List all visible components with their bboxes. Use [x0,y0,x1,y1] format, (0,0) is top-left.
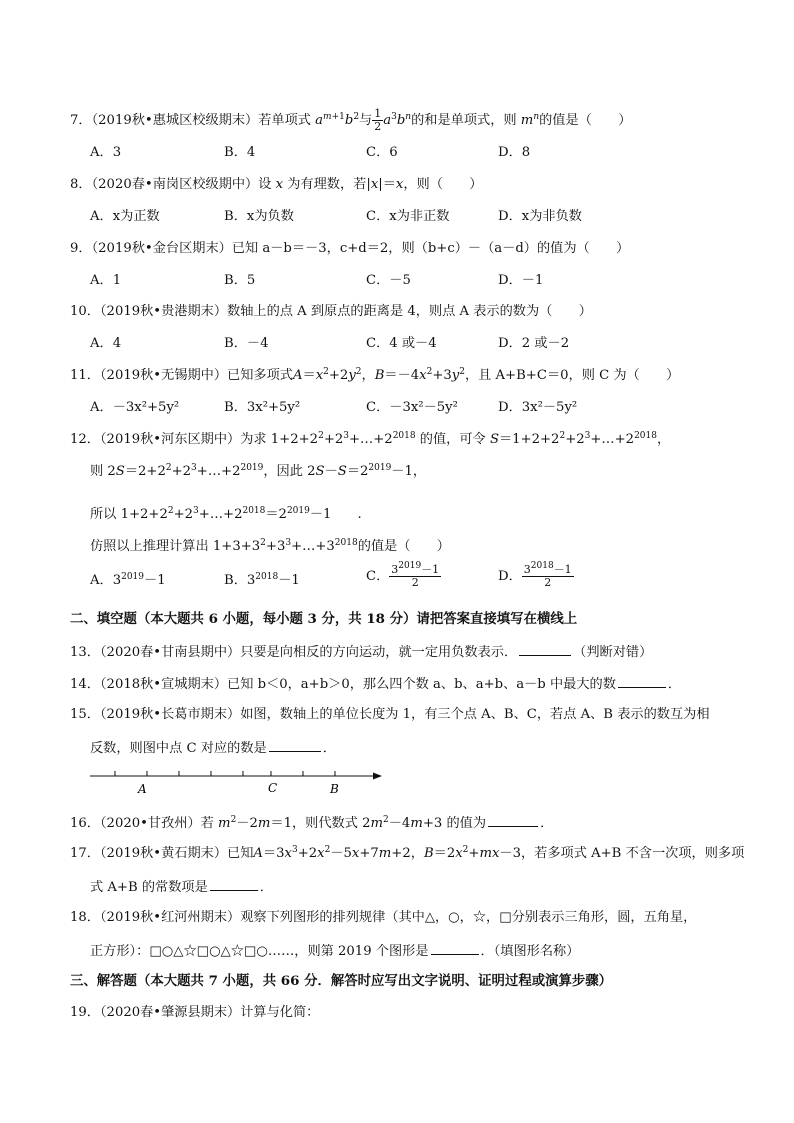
question-14: 14．（2018秋•宣城期末）已知 b＜0，a+b＞0，那么四个数 a、b、a+b、a－b 中最大的数 ． [70,674,681,694]
option-b: B．$3^{2018}-1$ [224,572,300,588]
question-9: 9．（2019秋•金台区期末）已知 a－b＝－3，c+d＝2，则（b+c）－（a－d）的值为（ ） [70,241,630,256]
option-b: B．4 [224,145,256,160]
option-a: A．－3x²+5y² [90,400,180,415]
point-label-b: B [330,782,339,796]
option-d: D． $\frac{3^{2018}-1}{2}$ [498,561,572,589]
question-17-line-1: 17．（2019秋•黄石期末）已知$A=3x^3+2x^2-5x+7m+2$，$B=2x^2+mx-3$，若多项式 A+B 不含一次项，则多项 [70,845,745,861]
question-7-options [90,144,740,162]
answer-blank[interactable] [519,642,571,656]
option-c: C．x为非正数 [366,209,450,224]
section-3-heading: 三、解答题（本大题共 7 小题，共 66 分．解答时应写出文字说明、证明过程或演算步骤） [70,973,613,989]
question-16: 16．（2020•甘孜州）若 $m^2-2m=1$，则代数式 $2m^2-4m+3$ 的值为 ． [70,815,554,831]
answer-blank[interactable] [210,877,258,891]
option-a: A．$3^{2019}-1$ [90,572,166,588]
answer-blank[interactable] [488,813,538,827]
question-19: 19．（2020春•肇源县期末）计算与化简： [70,1005,320,1020]
fraction: $\frac{1}{2}$ [374,107,382,133]
option-d: D．2 或－2 [498,336,570,351]
question-17-line-2: 式 A+B 的常数项是 ． [90,877,273,897]
option-c: C．－5 [366,273,411,288]
option-a: A．4 [90,336,122,351]
option-d: D．－1 [498,273,544,288]
option-b: B．5 [224,273,256,288]
option-c: C．4 或－4 [366,336,437,351]
option-c: C． $\frac{3^{2019}-1}{2}$ [366,561,440,589]
option-d: D．3x²－5y² [498,400,578,415]
option-a: A．x为正数 [90,209,160,224]
arrow-right-icon [373,773,382,780]
question-12-options [90,561,740,602]
option-b: B．x为负数 [224,209,294,224]
answer-blank[interactable] [618,674,666,688]
question-11-options [90,399,740,417]
question-15-line-1: 15．（2019秋•长葛市期末）如图，数轴上的单位长度为 1，有三个点 A、B、C，若点 A、B 表示的数互为相 [70,707,710,722]
option-b: B．3x²+5y² [224,400,301,415]
question-8: 8．（2020春•南岗区校级期中）设 x 为有理数，若|x|＝x，则（ ） [70,177,483,192]
option-a: A．1 [90,273,122,288]
question-15-line-2: 反数，则图中点 C 对应的数是 ． [90,738,336,758]
question-13: 13．（2020春•甘南县期中）只要是向相反的方向运动，就一定用负数表示． （判断对错） [70,642,652,662]
number-line-figure [86,764,386,798]
option-c: C．6 [366,145,398,160]
question-11: 11．（2019秋•无锡期中）已知多项式$A=x^2+2y^2$，$B=-4x^2+3y^2$，且 A+B+C＝0，则 C 为（ ） [70,367,680,383]
section-2-heading: 二、填空题（本大题共 6 小题，每小题 3 分，共 18 分）请把答案直接填写在横线上 [70,611,578,627]
question-8-options [90,208,740,226]
point-label-c: C [268,781,278,795]
question-10-options [90,335,740,353]
option-a: A．3 [90,145,122,160]
question-12-line-2: 则 $2S=2+2^2+2^3+\dots+2^{2019}$，因此 $2S-S=2^{2019}-1$， [90,463,427,479]
answer-blank[interactable] [431,941,479,955]
question-18-line-1: 18．（2019秋•红河州期末）观察下列图形的排列规律（其中△，○，☆，□分别表示三角形，圆，五角星， [70,910,697,925]
question-12-line-1: 12．（2019秋•河东区期中）为求 $1+2+2^2+2^3+\dots+2^{2018}$ 的值，可令 $S=1+2+2^2+2^3+\dots+2^{2018}$， [70,431,671,447]
question-12-line-3: 所以 $1+2+2^2+2^3+\dots+2^{2018}=2^{2019}-1$ . [90,506,362,522]
question-12-line-4: 仿照以上推理计算出 $1+3+3^2+3^3+\dots+3^{2018}$的值是（ ） [90,538,450,554]
question-7: 7．（2019秋•惠城区校级期末）若单项式 $a^{m+1}b^2$与 $\frac{1}{2}$ $a^3b^n$的和是单项式，则 $m^n$的值是（ ） [70,107,632,133]
point-label-a: A [138,782,147,796]
question-18-line-2: 正方形）：□○△☆□○△☆□○……，则第 2019 个图形是 ．（填图形名称） [90,941,579,961]
option-b: B．－4 [224,336,269,351]
question-10: 10．（2019秋•贵港期末）数轴上的点 A 到原点的距离是 4，则点 A 表示的数为（ ） [70,304,592,319]
question-9-options [90,272,740,290]
answer-blank[interactable] [269,738,321,752]
option-d: D．x为非负数 [498,209,582,224]
option-d: D．8 [498,145,531,160]
option-c: C．－3x²－5y² [366,400,458,415]
